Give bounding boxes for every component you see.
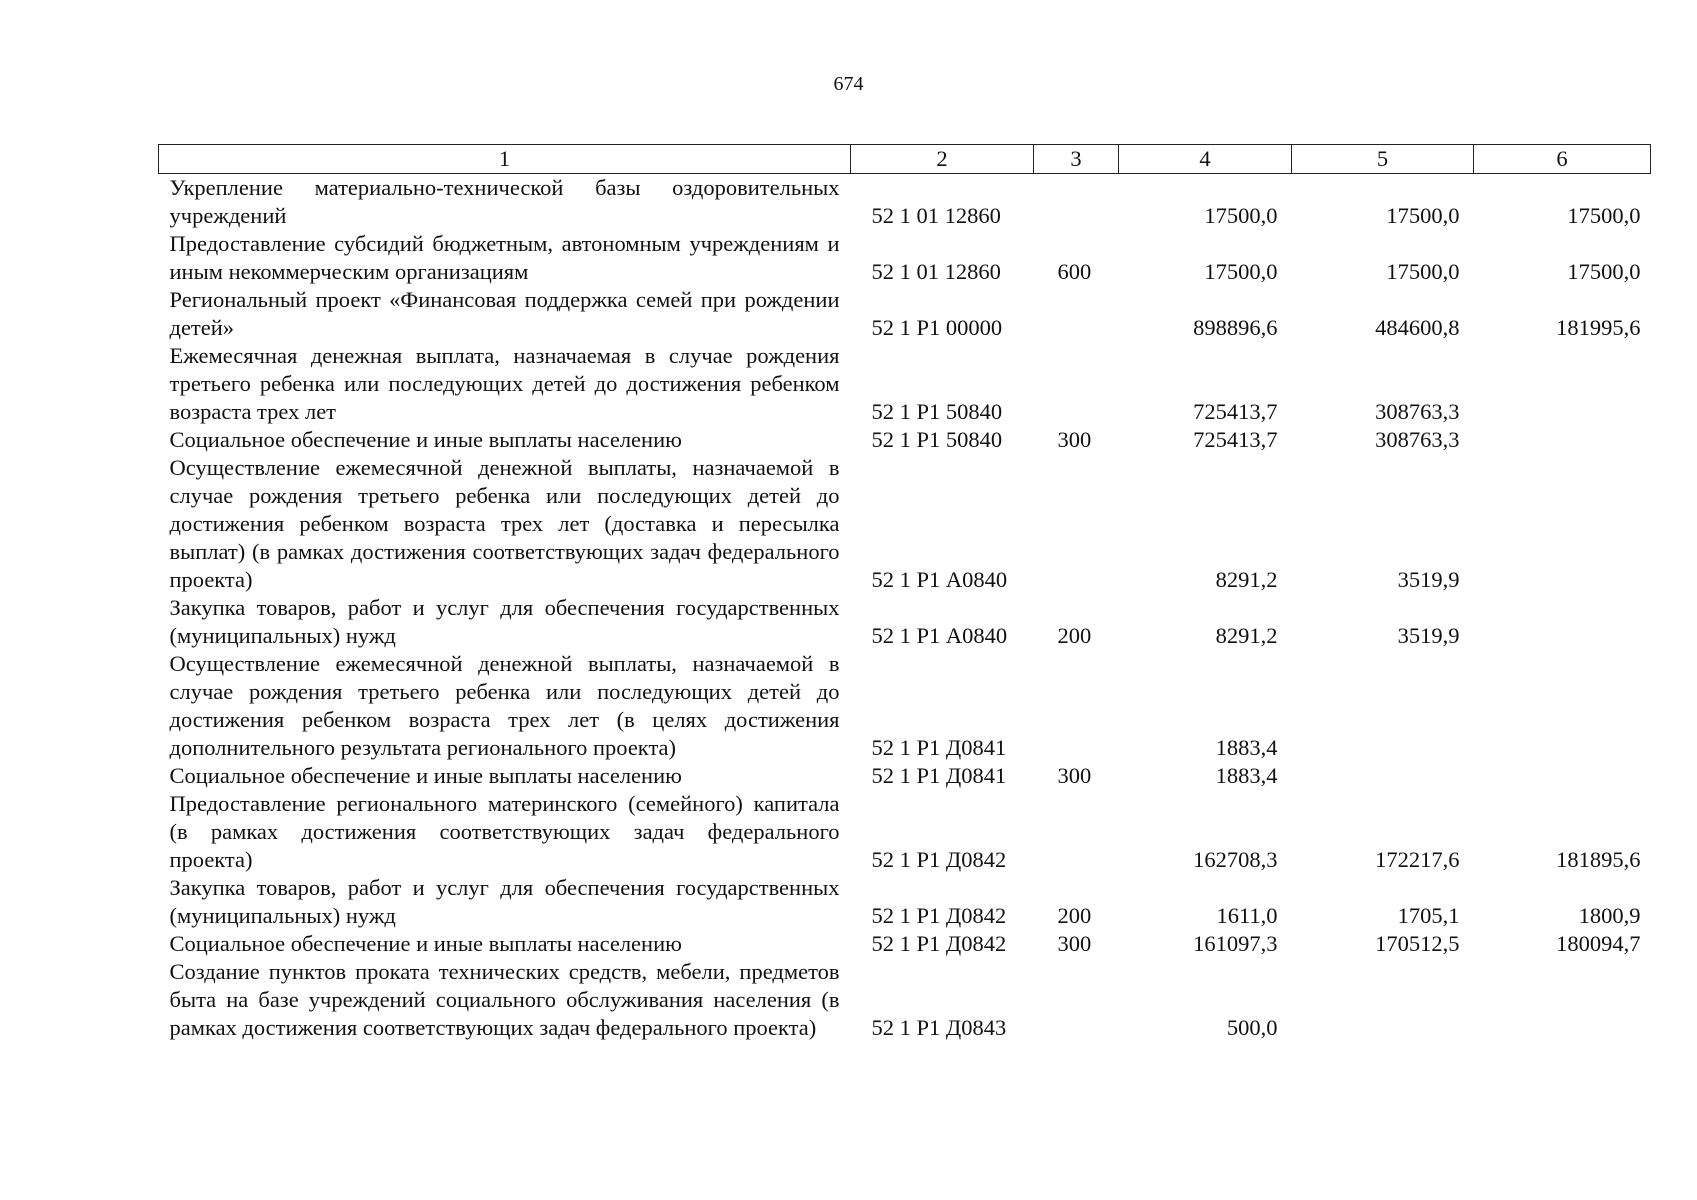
item-code: 52 1 Р1 А0840 [871,567,1008,592]
item-value-col5: 484600,8 [1375,315,1460,340]
item-value-col6: 17500,0 [1567,259,1641,284]
item-expense-type [1034,650,1119,762]
column-header-4: 4 [1119,145,1292,174]
item-code: 52 1 Р1 50840 [871,427,1003,452]
item-value-col6: 17500,0 [1567,203,1641,228]
table-body [159,174,1651,1043]
item-expense-type [1034,286,1119,342]
item-value-col6: 181895,6 [1556,847,1641,872]
item-value-col6 [1474,342,1651,426]
item-value-col4: 1611,0 [1216,903,1278,928]
column-header-5: 5 [1292,145,1474,174]
item-expense-type: 300 [1057,427,1092,452]
item-code: 52 1 01 12860 [871,259,1001,284]
table-row [159,426,1651,454]
item-value-col4: 1883,4 [1215,763,1278,788]
item-name: Осуществление ежемесячной денежной выплаты, назначаемой в случае рождения третьего ребенка или последующих детей до достижения ребенком возраста трех лет (в целях достижения дополнительного результата регионального проекта) [169,651,840,760]
item-value-col4: 162708,3 [1193,847,1278,872]
item-code: 52 1 01 12860 [871,203,1001,228]
item-value-col4: 17500,0 [1204,259,1278,284]
item-name: Создание пунктов проката технических средств, мебели, предметов быта на базе учреждений социального обслуживания населения (в рамках достижения соответствующих задач федерального проекта) [169,959,840,1040]
header-row [159,145,1651,174]
item-value-col6 [1474,426,1651,454]
item-name: Закупка товаров, работ и услуг для обеспечения государственных (муниципальных) нужд [169,875,840,928]
budget-table [158,144,1651,1042]
table-row [159,958,1651,1042]
item-name: Предоставление субсидий бюджетным, автономным учреждениям и иным некоммерческим организациям [169,231,840,284]
item-value-col5: 3519,9 [1397,567,1460,592]
item-code: 52 1 Р1 Д0841 [871,763,1007,788]
item-expense-type [1034,342,1119,426]
item-value-col5 [1292,958,1474,1042]
item-value-col6 [1474,762,1651,790]
page-number: 674 [833,73,864,95]
item-expense-type: 200 [1057,623,1092,648]
item-value-col6: 1800,9 [1578,903,1641,928]
column-header-3: 3 [1034,145,1119,174]
item-value-col6 [1474,958,1651,1042]
item-value-col4: 161097,3 [1193,931,1278,956]
table-row [159,230,1651,286]
item-code: 52 1 Р1 Д0842 [871,847,1007,872]
item-expense-type: 300 [1057,763,1092,788]
item-name: Социальное обеспечение и иные выплаты населению [169,931,682,956]
table-row [159,174,1651,231]
item-expense-type: 200 [1057,903,1092,928]
item-value-col4: 8291,2 [1215,623,1278,648]
item-value-col6: 181995,6 [1556,315,1641,340]
item-value-col4: 8291,2 [1215,567,1278,592]
item-expense-type [1034,454,1119,594]
item-code: 52 1 Р1 Д0842 [871,931,1007,956]
item-code: 52 1 Р1 Д0843 [871,1015,1007,1040]
column-header-1: 1 [159,145,851,174]
item-expense-type [1034,958,1119,1042]
table-row [159,650,1651,762]
item-expense-type: 300 [1057,931,1092,956]
item-name: Социальное обеспечение и иные выплаты населению [169,763,682,788]
item-code: 52 1 Р1 Д0842 [871,903,1007,928]
column-header-6: 6 [1474,145,1651,174]
item-value-col5: 17500,0 [1386,259,1460,284]
item-value-col5 [1292,762,1474,790]
item-value-col5: 17500,0 [1386,203,1460,228]
item-value-col4: 725413,7 [1193,427,1278,452]
table-row [159,790,1651,874]
table-header [159,145,1651,174]
item-name: Социальное обеспечение и иные выплаты населению [169,427,682,452]
item-value-col5: 172217,6 [1375,847,1460,872]
item-value-col4: 17500,0 [1204,203,1278,228]
item-expense-type [1034,174,1119,231]
item-value-col6: 180094,7 [1556,931,1641,956]
item-name: Осуществление ежемесячной денежной выплаты, назначаемой в случае рождения третьего ребенка или последующих детей до достижения ребенком возраста трех лет (доставка и пересылка выплат) (в рамках достижения соответствующих задач федерального проекта) [169,455,840,592]
item-value-col5: 170512,5 [1375,931,1460,956]
item-code: 52 1 Р1 А0840 [871,623,1008,648]
item-value-col4: 500,0 [1226,1015,1278,1040]
item-value-col5 [1292,650,1474,762]
item-code: 52 1 Р1 50840 [871,399,1003,424]
table-row [159,762,1651,790]
item-name: Ежемесячная денежная выплата, назначаемая в случае рождения третьего ребенка или последующих детей до достижения ребенком возраста трех лет [169,343,840,424]
item-value-col4: 1883,4 [1215,735,1278,760]
table-row [159,286,1651,342]
table-row [159,874,1651,930]
table-row [159,454,1651,594]
table-row [159,594,1651,650]
item-name: Региональный проект «Финансовая поддержка семей при рождении детей» [169,287,840,340]
item-name: Укрепление материально-технической базы оздоровительных учреждений [169,175,840,228]
item-value-col6 [1474,650,1651,762]
item-code: 52 1 Р1 Д0841 [871,735,1007,760]
item-name: Предоставление регионального материнского (семейного) капитала (в рамках достижения соответствующих задач федерального проекта) [169,791,840,872]
table-row [159,930,1651,958]
table-row [159,342,1651,426]
item-name: Закупка товаров, работ и услуг для обеспечения государственных (муниципальных) нужд [169,595,840,648]
item-expense-type [1034,790,1119,874]
item-expense-type: 600 [1057,259,1092,284]
item-value-col5: 3519,9 [1397,623,1460,648]
item-value-col6 [1474,454,1651,594]
item-code: 52 1 Р1 00000 [871,315,1003,340]
item-value-col6 [1474,594,1651,650]
item-value-col4: 725413,7 [1193,399,1278,424]
item-value-col5: 308763,3 [1375,399,1460,424]
item-value-col4: 898896,6 [1193,315,1278,340]
item-value-col5: 308763,3 [1375,427,1460,452]
column-header-2: 2 [851,145,1034,174]
item-value-col5: 1705,1 [1397,903,1460,928]
